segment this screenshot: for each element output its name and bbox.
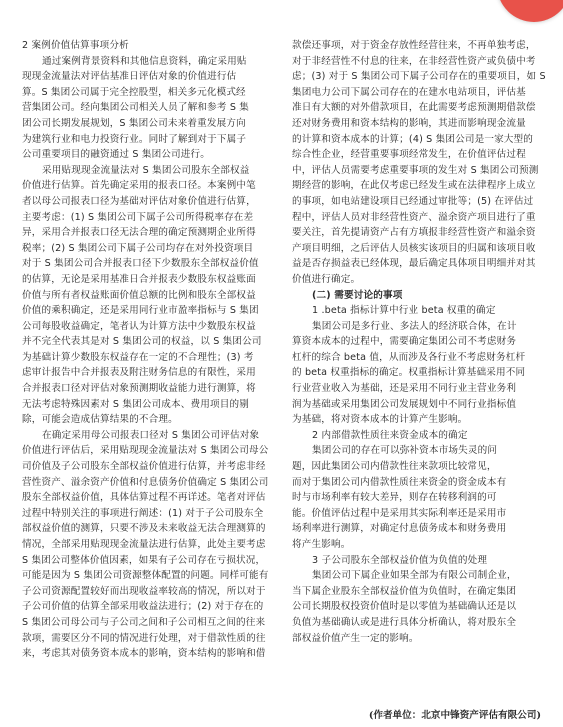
text-line: 对于 S 集团公司合并报表口径下少数股东全部权益价值: [22, 258, 259, 270]
text-line: 并不完全代表其是对 S 集团公司的权益，以 S 集团公司: [22, 336, 262, 348]
text-line: 款项，需要区分不同的情况进行处理，对于借款性质的往: [22, 632, 266, 644]
text-line: 集团电力公司下属公司存在的在建水电站项目，评估基: [292, 86, 526, 98]
text-line: 期经营的影响，在此仅考虑已经发生或在法律程序上成立: [292, 180, 536, 192]
text-line: 价值的乘积确定，还是采用同行业市盈率指标与 S 集团: [22, 305, 259, 317]
text-line: 虑审计报告中合并报表及附注财务信息的有限性，采用: [22, 367, 256, 379]
text-line: (二) 需要讨论的事项: [312, 289, 403, 301]
text-line: 虑；(3) 对于 S 集团公司下属子公司存在的重要项目，如 S: [292, 71, 546, 83]
text-line: 时与市场利率有较大差异，则存在转移利润的可: [292, 492, 497, 504]
text-line: 部权益价值产生一定的影响。: [292, 632, 419, 644]
text-line: 合并报表口径对评估对象预测期收益能力进行测算，将: [22, 383, 256, 395]
text-line: 要关注，首先提请资产占有方填报非经营性资产和溢余资: [292, 227, 536, 239]
author-affiliation: (作者单位：北京中锋资产评估有限公司): [368, 710, 541, 721]
text-line: 股东全部权益价值，具体估算过程不再详述。笔者对评估: [22, 492, 266, 504]
text-line: 综合性企业，经营重要事项经常发生，在价值评估过程: [292, 149, 526, 161]
text-line: 集团公司下属企业如果全部为有限公司制企业，: [312, 570, 517, 582]
text-line: 行业营业收入为基础，还是采用不同行业主营业务利: [292, 383, 517, 395]
text-line: 除，可能会造成估算结果的不合理。: [22, 414, 178, 426]
text-line: 益是否存损益表已经体现，最后确定具体项目明细并对其: [292, 258, 536, 270]
text-line: S 集团公司母公司与子公司之间和子公司相互之间的往来: [22, 616, 266, 628]
text-line: 价值进行确定。: [292, 273, 361, 285]
text-line: 的事项，如电站建设项目已经通过审批等；(5) 在评估过: [292, 195, 534, 207]
text-line: 准日有大额的对外借款项目，在此需要考虑预测期借款偿: [292, 102, 536, 114]
text-line: 子公司资源配置较好而出现收益率较高的情况，所以对于: [22, 585, 266, 597]
text-line: 的 beta 权重指标的确定。权重指标计算基础采用不同: [292, 367, 526, 379]
text-line: 算。S 集团公司属于完全控股型，相关多元化模式经: [22, 86, 246, 98]
right-column: [292, 38, 550, 646]
text-line: 价值进行评估后，采用贴现现金流量法对 S 集团公司母公: [22, 445, 269, 457]
text-line: 营性资产、溢余资产价值和付息债务价值确定 S 集团公司: [22, 476, 269, 488]
text-line: 集团公司是多行业、多法人的经济联合体，在计: [312, 320, 517, 332]
text-line: 集团公司的存在可以弥补资本市场失灵的问: [312, 445, 498, 457]
text-line: 营集团公司。经向集团公司相关人员了解和参考 S 集: [22, 102, 250, 114]
text-line: 3 子公司股东全部权益价值为负值的处理: [312, 554, 488, 566]
text-line: 为建筑行业和电力投资行业。同时了解到对于下属子: [22, 133, 247, 145]
text-line: 负值为基础确认或是进行具体分析确认，将对股东全: [292, 616, 517, 628]
text-line: 通过案例背景资料和其他信息资料，确定采用贴: [42, 55, 247, 67]
text-line: 为基础，将对资本成本的计算产生影响。: [292, 414, 468, 426]
text-line: 还对财务费用和资本结构的影响，其进而影响现金流量: [292, 117, 526, 129]
text-line: 价值与所有者权益账面价值总额的比例和股东全部权益: [22, 289, 256, 301]
text-line: 的计算和资本成本的计算；(4) S 集团公司是一家大型的: [292, 133, 534, 145]
text-line: 程中，评估人员对非经营性资产、溢余资产项目进行了重: [292, 211, 536, 223]
text-line: 2 案例价值估算事项分析: [22, 40, 129, 51]
text-line: 将产生影响。: [292, 539, 351, 550]
text-line: 产项目明细，之后评估人员核实该项目的归属和该项目收: [292, 242, 536, 254]
text-line: 能。价值评估过程中是采用其实际利率还是采用市: [292, 507, 507, 519]
text-line: 2 内部借款性质往来资金成本的确定: [312, 429, 468, 441]
corner-badge: [497, 0, 563, 22]
text-line: S 集团公司整体价值因素，如果有子公司存在亏损状况，: [22, 554, 266, 566]
text-line: 题，因此集团公司内借款性往来款项比较常见，: [292, 461, 497, 473]
text-line: 的估算，无论是采用基准日合并报表少数股东权益账面: [22, 273, 256, 285]
text-line: 场利率进行测算，对确定付息债务成本和财务费用: [292, 523, 507, 535]
text-line: 为基础计算少数股东权益存在一定的不合理性；(3) 考: [22, 351, 254, 363]
text-line: 异，采用合并报表口径无法合理的确定预测期企业所得: [22, 227, 256, 239]
text-line: 者以母公司报表口径为基础对评估对象价值进行估算，: [22, 195, 256, 207]
text-line: 可能是因为 S 集团公司资源整体配置的问题。同样可能有: [22, 570, 269, 582]
left-column: [22, 38, 276, 662]
text-line: 采用贴现现金流量法对 S 集团公司股东全部权益: [42, 164, 250, 176]
text-line: 1 .beta 指标计算中行业 beta 权重的确定: [312, 305, 496, 317]
text-line: 过程中特别关注的事项进行阐述：(1) 对于子公司股东全: [22, 507, 264, 519]
text-line: 司价值及子公司股东全部权益价值进行估算，并考虑非经: [22, 461, 266, 473]
text-line: 主要考虑：(1) S 集团公司下属子公司所得税率存在差: [22, 211, 254, 223]
text-line: 现现金流量法对评估基准日评估对象的价值进行估: [22, 71, 237, 83]
text-line: 算资本成本的过程中，需要确定集团公司不考虑财务: [292, 336, 517, 348]
text-line: 公司重要项目的融资通过 S 集团公司进行。: [22, 149, 211, 161]
text-line: 在确定采用母公司报表口径对 S 集团公司评估对象: [42, 429, 260, 441]
text-line: 公司每股收益确定，笔者认为计算方法中少数股东权益: [22, 320, 256, 332]
text-line: 中，评估人员需要考虑重要事项的发生对 S 集团公司预测: [292, 164, 539, 176]
text-line: 对于非经营性不付息的往来，在非经营性资产或负债中考: [292, 55, 536, 67]
text-line: 当下属企业股东全部权益价值为负值时，在确定集团: [292, 585, 517, 597]
text-line: 杠杆的综合 beta 值，从而涉及各行业不考虑财务杠杆: [292, 351, 526, 363]
text-line: 情况，全部采用贴现现金流量法进行估算，此处主要考虑: [22, 539, 266, 550]
text-line: 润为基础或采用集团公司发展规划中不同行业指标值: [292, 398, 517, 410]
text-line: 款偿还事项，对于资金存放性经营往来，不再单独考虑，: [292, 40, 536, 51]
text-line: 公司长期股权投资价值时是以零值为基础确认还是以: [292, 601, 517, 613]
text-line: 团公司长期发展规划，S 集团公司未来着重发展方向: [22, 117, 246, 129]
text-line: 部权益价值的测算，只要不涉及未来收益无法合理测算的: [22, 523, 266, 535]
text-line: 税率；(2) S 集团公司下属子公司均存在对外投资项目: [22, 242, 254, 254]
text-line: 而对于集团公司内借款性质往来资金的资金成本有: [292, 476, 507, 488]
text-line: 无法考虑特殊因素对 S 集团公司成本、费用项目的剔: [22, 398, 250, 410]
text-line: 价值进行估算。首先确定采用的报表口径。本案例中笔: [22, 180, 256, 192]
text-line: 来，考虑其对债务资本成本的影响，资本结构的影响和借: [22, 648, 266, 660]
text-line: 子公司价值的估算全部采用收益法进行；(2) 对于存在的: [22, 601, 264, 613]
